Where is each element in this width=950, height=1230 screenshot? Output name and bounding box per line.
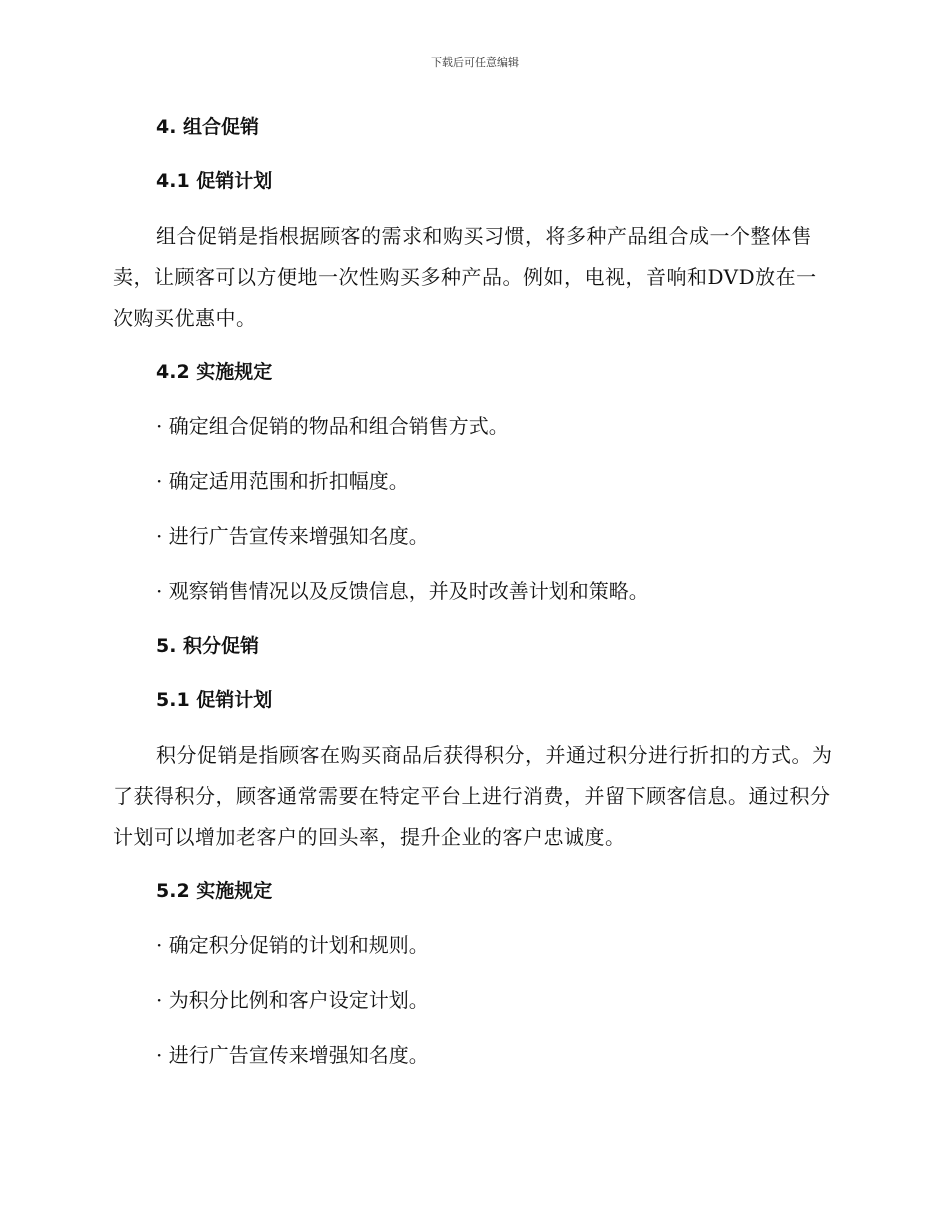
section-4-2-bullet: · 确定组合促销的物品和组合销售方式。: [156, 414, 509, 438]
section-5-heading: 5. 积分促销: [156, 635, 260, 657]
section-5-1-heading: 5.1 促销计划: [156, 689, 273, 711]
section-4-heading: 4. 组合促销: [156, 116, 260, 138]
section-4-2-bullet: · 进行广告宣传来增强知名度。: [156, 524, 429, 548]
document-body: [113, 108, 833, 1091]
section-4-1-paragraph: 组合促销是指根据顾客的需求和购买习惯，将多种产品组合成一个整体售卖，让顾客可以方便地一次性购买多种产品。例如，电视，音响和DVD放在一次购买优惠中。: [113, 224, 817, 330]
section-4-2-bullet: · 确定适用范围和折扣幅度。: [156, 469, 409, 493]
section-5-2-bullet: · 确定积分促销的计划和规则。: [156, 933, 429, 957]
section-4-2-bullet: · 观察销售情况以及反馈信息，并及时改善计划和策略。: [156, 579, 649, 603]
section-4-1-heading: 4.1 促销计划: [156, 170, 273, 192]
section-4-2-heading: 4.2 实施规定: [156, 361, 273, 383]
page-header: 下载后可任意编辑: [431, 56, 519, 69]
section-5-2-bullet: · 进行广告宣传来增强知名度。: [156, 1043, 429, 1067]
section-5-1-paragraph: 积分促销是指顾客在购买商品后获得积分，并通过积分进行折扣的方式。为了获得积分，顾客通常需要在特定平台上进行消费，并留下顾客信息。通过积分计划可以增加老客户的回头率，提升企业的客户忠诚度。: [113, 743, 833, 849]
section-5-2-bullet: · 为积分比例和客户设定计划。: [156, 988, 429, 1012]
section-5-2-heading: 5.2 实施规定: [156, 880, 273, 902]
